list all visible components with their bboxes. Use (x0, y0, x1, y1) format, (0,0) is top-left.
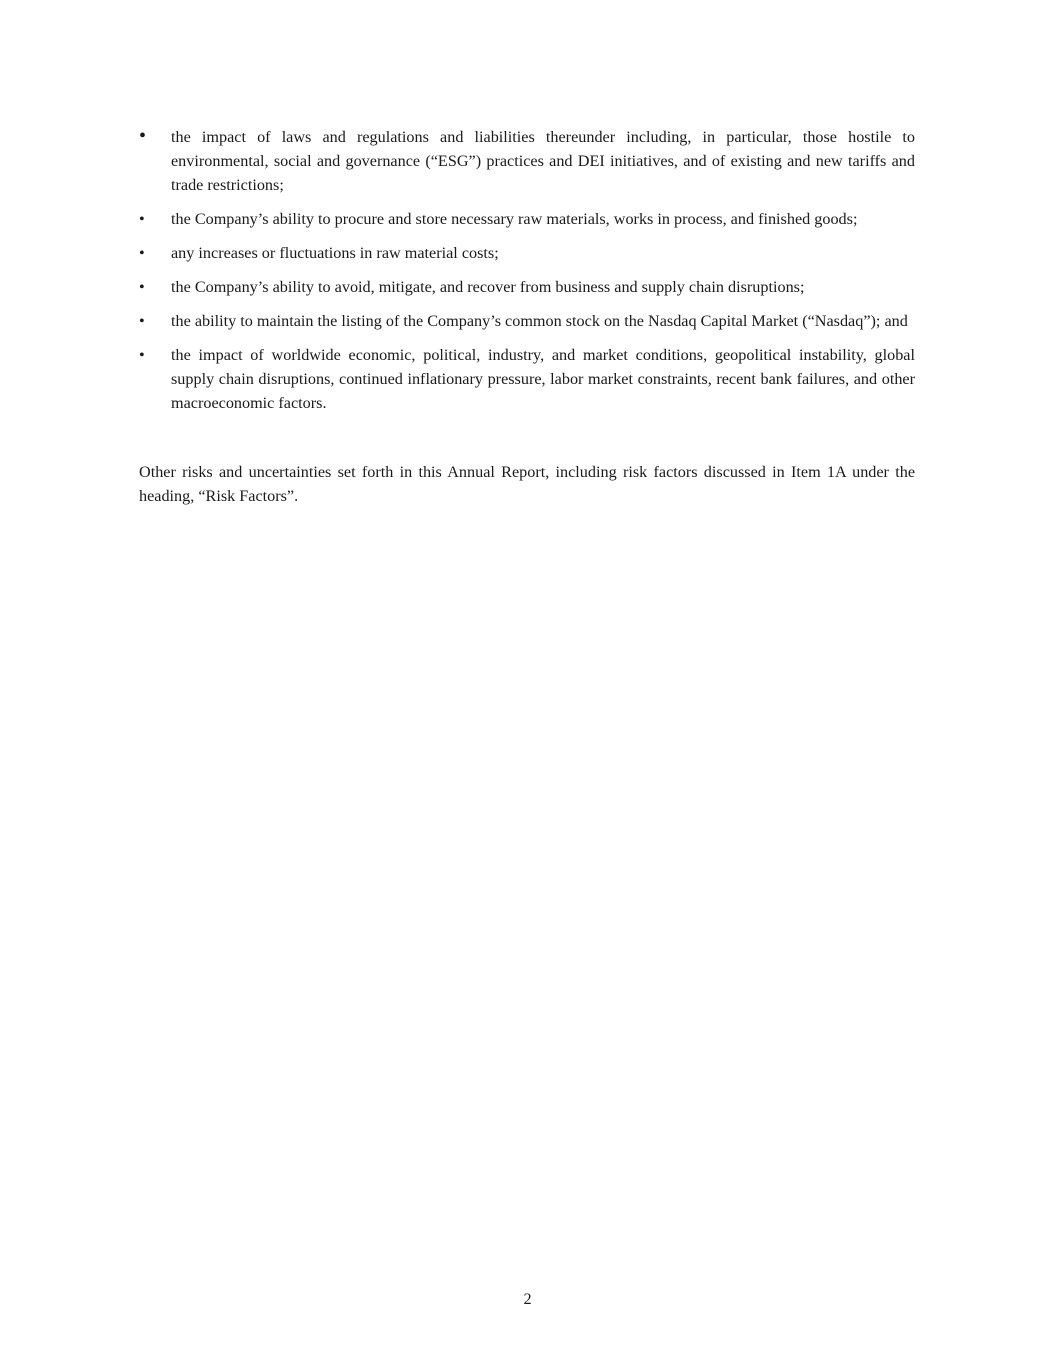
bullet-text: the Company’s ability to procure and store necessary raw materials, works in process, and finished goods; (171, 210, 858, 228)
list-item (139, 309, 915, 333)
bullet-icon: • (139, 210, 145, 228)
bullet-text: the Company’s ability to avoid, mitigate, and recover from business and supply chain disruptions; (171, 278, 805, 296)
list-item (139, 275, 915, 299)
closing-paragraph: Other risks and uncertainties set forth in this Annual Report, including risk factors discussed in Item 1A under the heading, “Risk Factors”. (139, 463, 915, 505)
bullet-icon: • (139, 125, 147, 147)
list-item (139, 241, 915, 265)
bullet-icon: • (139, 244, 145, 262)
page-number: 2 (523, 1290, 532, 1308)
bullet-text: any increases or fluctuations in raw material costs; (171, 244, 499, 262)
bullet-text: the ability to maintain the listing of the Company’s common stock on the Nasdaq Capital Market (“Nasdaq”); and (171, 312, 908, 330)
bullet-icon: • (139, 346, 145, 364)
list-item (139, 125, 915, 197)
list-item (139, 343, 915, 415)
list-item (139, 207, 915, 231)
bullet-text: the impact of laws and regulations and liabilities thereunder including, in particular, those hostile to environmental, social and governance (“ESG”) practices and DEI initiatives, and of existing and new tariffs and trade restrictions; (171, 128, 915, 194)
bullet-icon: • (139, 312, 145, 330)
risk-bullet-list (139, 125, 915, 425)
bullet-icon: • (139, 278, 145, 296)
bullet-text: the impact of worldwide economic, political, industry, and market conditions, geopolitical instability, global supply chain disruptions, continued inflationary pressure, labor market constraints, recent bank failures, and other macroeconomic factors. (171, 346, 915, 412)
